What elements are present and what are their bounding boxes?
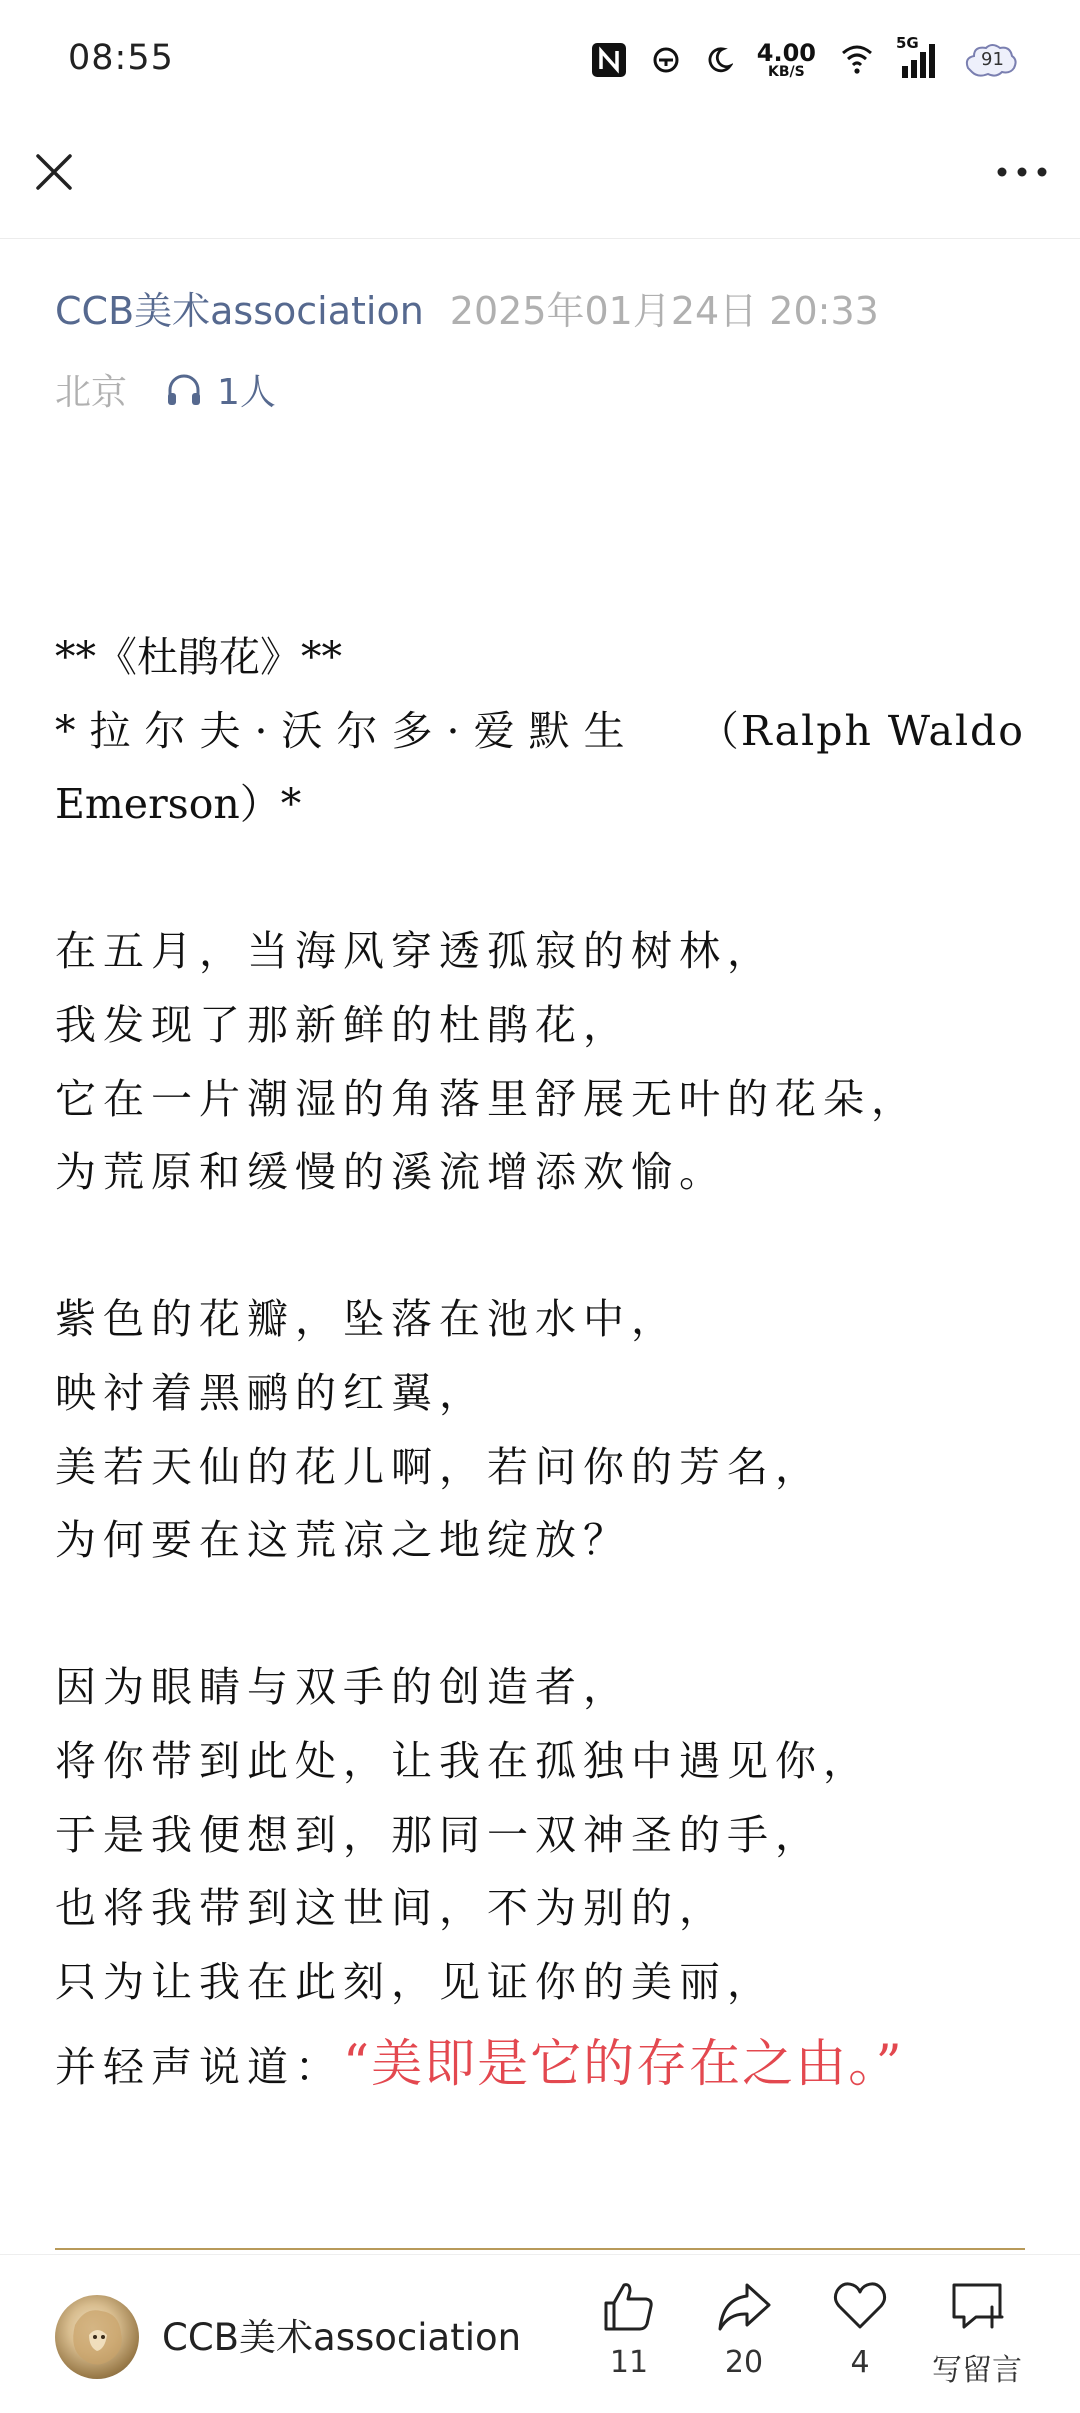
poem-last-line <box>55 2019 1025 2111</box>
lion-avatar-icon <box>55 2295 139 2379</box>
nfc-icon <box>591 38 627 82</box>
poem-line: 为何要在这荒凉之地绽放？ <box>55 1516 631 1565</box>
poem-line: 因为眼睛与双手的创造者， <box>55 1663 631 1712</box>
moon-icon <box>705 38 733 82</box>
listen-button[interactable] <box>165 364 276 415</box>
favorite-count: 4 <box>850 2345 870 2380</box>
poem-author-line <box>55 695 1025 769</box>
wifi-icon <box>840 38 874 82</box>
location-label: 北京 <box>55 372 128 413</box>
poem-line: 紫色的花瓣，坠落在池水中， <box>55 1295 679 1344</box>
more-dots-icon <box>992 150 1052 194</box>
bottom-action-bar <box>0 2254 1080 2413</box>
article-body <box>55 621 1025 2111</box>
net-speed: 4.00 KB/S <box>756 39 816 80</box>
comment-add-icon <box>948 2277 1006 2335</box>
poem-line <box>55 1210 1025 1284</box>
listener-count: 1人 <box>217 372 276 413</box>
status-bar <box>0 0 1080 120</box>
poem-author-en: （Ralph Waldo <box>697 706 1025 755</box>
top-bar <box>0 120 1080 239</box>
favorite-button[interactable] <box>805 2277 915 2380</box>
poem-title: **《杜鹃花》** <box>55 633 342 681</box>
poem-line <box>55 1578 1025 1652</box>
poem-line: 映衬着黑鹂的红翼， <box>55 1368 487 1417</box>
poem-line: 在五月，当海风穿透孤寂的树林， <box>55 927 775 976</box>
poem-line: 将你带到此处，让我在孤独中遇见你， <box>55 1736 871 1785</box>
heart-icon <box>831 2277 889 2335</box>
share-count: 20 <box>724 2345 764 2380</box>
poem-line: 也将我带到这世间，不为别的， <box>55 1884 727 1933</box>
status-time: 08:55 <box>68 38 174 78</box>
author-link[interactable]: CCB美术association <box>55 289 424 333</box>
comment-label: 写留言 <box>932 2353 1022 2388</box>
poem-line: 于是我便想到，那同一双神圣的手， <box>55 1810 823 1859</box>
avatar[interactable] <box>55 2295 139 2379</box>
close-icon <box>28 146 80 198</box>
like-button[interactable] <box>574 2277 684 2380</box>
poem-author-line-end: Emerson）* <box>55 780 302 829</box>
poem-line: 为荒原和缓慢的溪流增添欢愉。 <box>55 1148 727 1197</box>
poem-line: 美若天仙的花儿啊，若问你的芳名， <box>55 1442 823 1491</box>
poem-author-cn: *拉尔夫·沃尔多·爱默生 <box>55 706 639 755</box>
article-meta-secondary <box>55 364 276 415</box>
poem-line: 我发现了那新鲜的杜鹃花， <box>55 1000 631 1049</box>
like-count: 11 <box>609 2345 649 2380</box>
thumbs-up-icon <box>600 2277 658 2335</box>
article-meta <box>55 280 879 335</box>
battery-icon: 91 <box>962 38 1020 82</box>
highlight-quote: “美即是它的存在之由。” <box>343 2035 904 2095</box>
bottom-author-name[interactable]: CCB美术association <box>162 2316 522 2359</box>
signal-5g-icon: 5G <box>898 38 938 82</box>
share-arrow-icon <box>715 2277 773 2335</box>
more-button[interactable] <box>992 150 1052 194</box>
poem-line: 只为让我在此刻，见证你的美丽， <box>55 1957 775 2006</box>
gold-divider <box>55 2248 1025 2250</box>
comment-button[interactable] <box>922 2277 1032 2389</box>
poem-last-prefix: 并轻声说道： <box>55 2043 343 2092</box>
status-icons <box>591 34 1020 82</box>
poem-line: 它在一片潮湿的角落里舒展无叶的花朵， <box>55 1074 919 1123</box>
blank-line <box>55 842 1025 916</box>
share-button[interactable] <box>689 2277 799 2380</box>
close-button[interactable] <box>28 146 80 198</box>
post-datetime: 2025年01月24日 20:33 <box>449 289 879 333</box>
vpn-key-icon <box>651 38 681 82</box>
headphones-icon <box>165 371 203 409</box>
